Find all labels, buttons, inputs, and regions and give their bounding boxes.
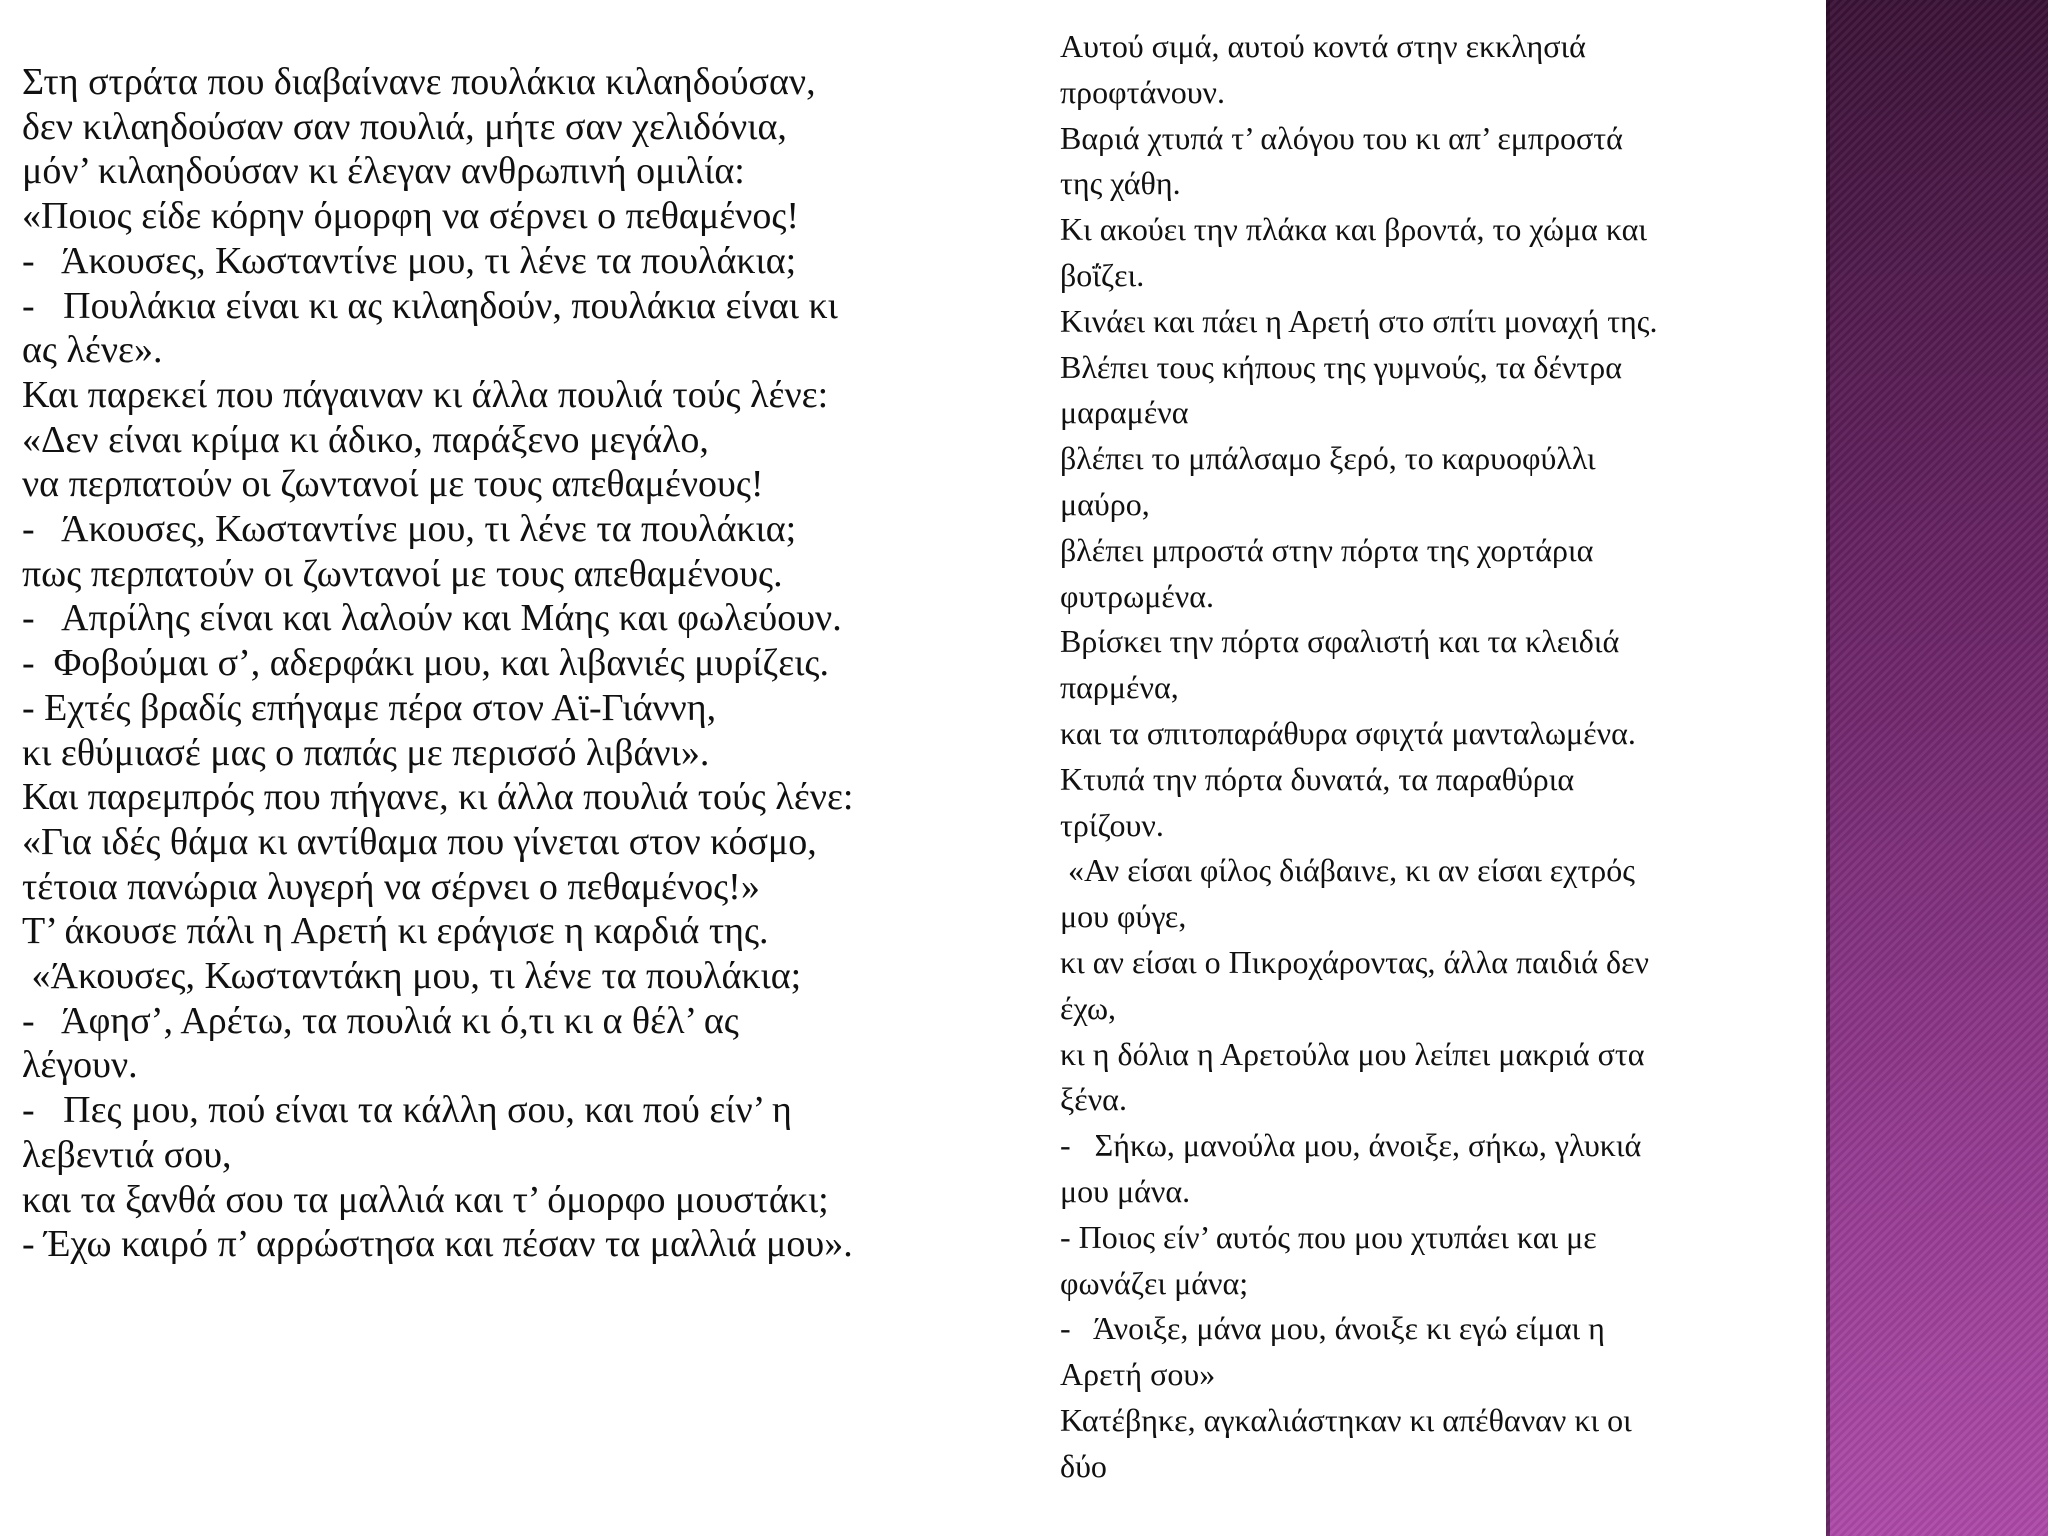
poem-line: μου μάνα. bbox=[1060, 1172, 1191, 1209]
poem-line: «Ποιος είδε κόρην όμορφη να σέρνει ο πεθαμένος! bbox=[22, 195, 800, 238]
poem-line: μου φύγε, bbox=[1060, 898, 1187, 935]
poem-line: λεβεντιά σου, bbox=[22, 1133, 232, 1176]
poem-line: Αυτού σιμά, αυτού κοντά στην εκκλησιά bbox=[1060, 28, 1586, 64]
poem-left-column bbox=[22, 60, 1042, 1267]
poem-line: φωνάζει μάνα; bbox=[1060, 1264, 1249, 1301]
poem-line: τρίζουν. bbox=[1060, 806, 1164, 843]
poem-line: Κινάει και πάει η Αρετή στο σπίτι μοναχή της. bbox=[1060, 302, 1658, 339]
poem-line: Και παρεκεί που πάγαιναν κι άλλα πουλιά τούς λένε: bbox=[22, 373, 829, 416]
poem-line: να περπατούν οι ζωντανοί με τους απεθαμένους! bbox=[22, 463, 764, 506]
poem-line: Τ’ άκουσε πάλι η Αρετή κι εράγισε η καρδιά της. bbox=[22, 910, 769, 953]
poem-line: - Άκουσες, Κωσταντίνε μου, τι λένε τα πουλάκια; bbox=[22, 239, 797, 282]
poem-line: - Πες μου, πού είναι τα κάλλη σου, και πού είν’ η bbox=[22, 1089, 792, 1132]
poem-line: - Απρίλης είναι και λαλούν και Μάης και φωλεύουν. bbox=[22, 597, 842, 640]
poem-line: - Εχτές βραδίς επήγαμε πέρα στον Αϊ-Γιάννη, bbox=[22, 686, 717, 729]
poem-line: Βλέπει τους κήπους της γυμνούς, τα δέντρα bbox=[1060, 348, 1622, 385]
poem-line: ξένα. bbox=[1060, 1081, 1127, 1118]
poem-line: παρμένα, bbox=[1060, 669, 1179, 706]
poem-line: - Άνοιξε, μάνα μου, άνοιξε κι εγώ είμαι η bbox=[1060, 1310, 1605, 1347]
poem-line: τέτοια πανώρια λυγερή να σέρνει ο πεθαμένος!» bbox=[22, 865, 760, 908]
poem-line: - Ποιος είν’ αυτός που μου χτυπάει και με bbox=[1060, 1218, 1597, 1255]
poem-line: Και παρεμπρός που πήγανε, κι άλλα πουλιά τούς λένε: bbox=[22, 776, 854, 819]
poem-line: Κτυπά την πόρτα δυνατά, τα παραθύρια bbox=[1060, 760, 1575, 797]
poem-line: - Έχω καιρό π’ αρρώστησα και πέσαν τα μαλλιά μου». bbox=[22, 1223, 853, 1266]
poem-line: μαραμένα bbox=[1060, 394, 1189, 431]
poem-line: ας λένε». bbox=[22, 329, 163, 372]
poem-line: μόν’ κιλαηδούσαν κι έλεγαν ανθρωπινή ομιλία: bbox=[22, 150, 745, 193]
poem-line: «Για ιδές θάμα κι αντίθαμα που γίνεται στον κόσμο, bbox=[22, 820, 817, 863]
poem-line: Στη στράτα που διαβαίνανε πουλάκια κιλαηδούσαν, bbox=[22, 61, 816, 103]
poem-line: δύο bbox=[1060, 1447, 1107, 1484]
poem-line: και τα σπιτοπαράθυρα σφιχτά μανταλωμένα. bbox=[1060, 714, 1636, 751]
poem-line: κι εθύμιασέ μας ο παπάς με περισσό λιβάνι». bbox=[22, 731, 710, 774]
poem-line: «Άκουσες, Κωσταντάκη μου, τι λένε τα πουλάκια; bbox=[22, 955, 802, 998]
poem-line: βοΐζει. bbox=[1060, 256, 1145, 293]
poem-line: μαύρο, bbox=[1060, 485, 1150, 522]
poem-line: - Άφησ’, Αρέτω, τα πουλιά κι ό,τι κι α θέλ’ ας bbox=[22, 999, 739, 1042]
poem-line: Κι ακούει την πλάκα και βροντά, το χώμα και bbox=[1060, 211, 1648, 248]
poem-line: βλέπει το μπάλσαμο ξερό, το καρυοφύλλι bbox=[1060, 440, 1596, 477]
poem-line: - Πουλάκια είναι κι ας κιλαηδούν, πουλάκια είναι κι bbox=[22, 284, 838, 327]
poem-line: «Αν είσαι φίλος διάβαινε, κι αν είσαι εχτρός bbox=[1060, 852, 1635, 889]
poem-line: και τα ξανθά σου τα μαλλιά και τ’ όμορφο μουστάκι; bbox=[22, 1178, 829, 1221]
poem-line: δεν κιλαηδούσαν σαν πουλιά, μήτε σαν χελιδόνια, bbox=[22, 105, 787, 148]
side-band-edge bbox=[1826, 0, 1830, 1536]
poem-line: Βρίσκει την πόρτα σφαλιστή και τα κλειδιά bbox=[1060, 623, 1620, 660]
poem-line: προφτάνουν. bbox=[1060, 73, 1225, 110]
poem-right-column bbox=[1060, 24, 1800, 1490]
poem-line: - Σήκω, μανούλα μου, άνοιξε, σήκω, γλυκιά bbox=[1060, 1127, 1642, 1164]
decorative-side-band bbox=[1826, 0, 2048, 1536]
poem-line: Βαριά χτυπά τ’ αλόγου του κι απ’ εμπροστά bbox=[1060, 119, 1623, 156]
poem-line: - Άκουσες, Κωσταντίνε μου, τι λένε τα πουλάκια; bbox=[22, 508, 797, 551]
poem-line: της χάθη. bbox=[1060, 165, 1181, 202]
poem-line: βλέπει μπροστά στην πόρτα της χορτάρια bbox=[1060, 531, 1594, 568]
poem-line: κι η δόλια η Αρετούλα μου λείπει μακριά στα bbox=[1060, 1035, 1645, 1072]
poem-line: «Δεν είναι κρίμα κι άδικο, παράξενο μεγάλο, bbox=[22, 418, 709, 461]
poem-line: κι αν είσαι ο Πικροχάροντας, άλλα παιδιά δεν bbox=[1060, 943, 1649, 980]
poem-line: φυτρωμένα. bbox=[1060, 577, 1215, 614]
poem-line: Αρετή σου» bbox=[1060, 1356, 1216, 1393]
poem-line: πως περπατούν οι ζωντανοί με τους απεθαμένους. bbox=[22, 552, 783, 595]
poem-line: έχω, bbox=[1060, 989, 1116, 1026]
poem-line: - Φοβούμαι σ’, αδερφάκι μου, και λιβανιές μυρίζεις. bbox=[22, 642, 829, 685]
side-band-texture bbox=[1826, 0, 2048, 1536]
poem-line: Κατέβηκε, αγκαλιάστηκαν κι απέθαναν κι οι bbox=[1060, 1401, 1632, 1438]
poem-line: λέγουν. bbox=[22, 1044, 138, 1087]
